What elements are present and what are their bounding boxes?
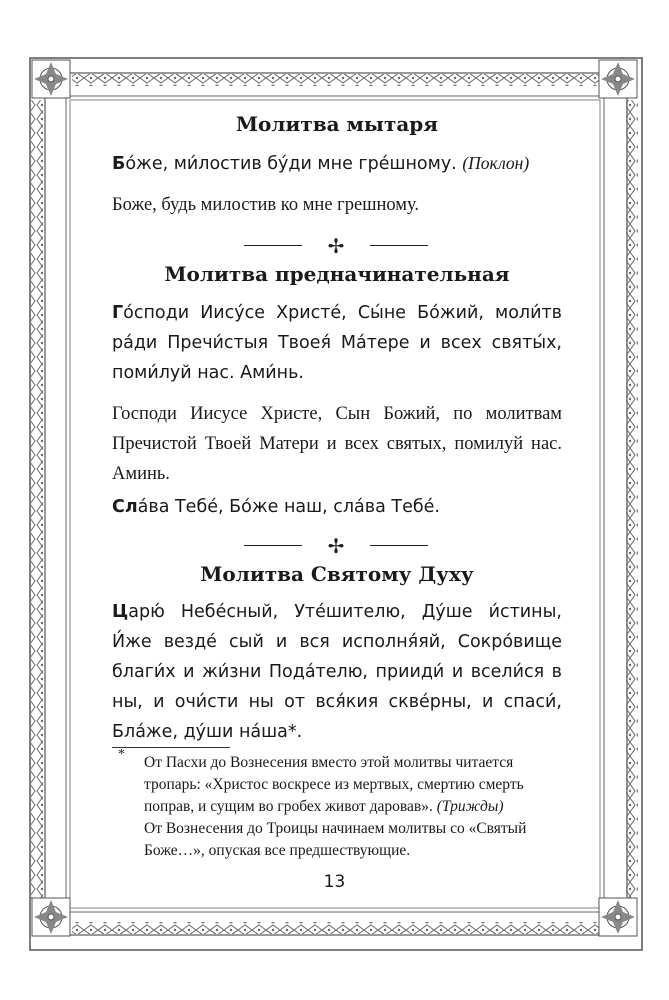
corner-ornament-bottom-right (599, 898, 637, 936)
initial-letter: Б (112, 154, 126, 174)
corner-ornament-top-right (599, 60, 637, 98)
page-number: 13 (323, 872, 346, 892)
section-title-publican: Молитва мытаря (235, 112, 439, 136)
footnote-text: От Пасхи до Вознесения вместо этой молитвы читается тропарь: «Христос воскресе из мертвых, смертию смерть поправ, и сущим во гробех живот даровав». (144, 754, 524, 815)
footnote-mark: * (118, 747, 125, 762)
divider-line (244, 545, 302, 546)
initial-letter: Ц (112, 602, 129, 622)
prayer-text: о́споди Иису́се Христе́, Сы́не Бо́жий, моли́тв ра́ди Пречи́стыя Твоея́ Ма́тере и всех святы́х, поми́луй нас. Ами́нь. (112, 303, 562, 383)
rubric-note: (Трижды) (436, 798, 504, 815)
initial-letter: Сл (112, 497, 138, 517)
section-title-holy-spirit: Молитва Святому Духу (200, 562, 474, 586)
corner-ornament-top-left (32, 60, 70, 98)
initial-letter: Г (112, 303, 124, 323)
rubric-note: (Поклон) (462, 153, 530, 173)
divider-line (370, 545, 428, 546)
prayer-text: а́ва Тебе́, Бо́же наш, сла́ва Тебе́. (137, 497, 440, 517)
divider-line (244, 245, 302, 246)
corner-ornament-bottom-left (32, 898, 70, 936)
divider-line (370, 245, 428, 246)
prayer-text: о́же, ми́лостив бу́ди мне гре́шному. (125, 154, 457, 174)
cross-icon: ✢ (327, 234, 345, 258)
modern-russian-text: Господи Иисусе Христе, Сын Божий, по молитвам Пречистой Твоей Матери и всех святых, помилуй нас. Аминь. (112, 404, 562, 484)
page-content (112, 104, 562, 747)
section-divider (112, 234, 562, 258)
modern-russian-text: Боже, будь милостив ко мне грешному. (112, 195, 419, 215)
church-slavonic-text (112, 298, 562, 388)
church-slavonic-text (112, 148, 562, 179)
cross-icon: ✢ (327, 534, 345, 558)
footnote (112, 746, 562, 862)
section-divider (112, 534, 562, 558)
church-slavonic-text (112, 492, 562, 522)
prayer-text: арю́ Небе́сный, Уте́шителю, Ду́ше и́стины, И́же везде́ сый и вся исполня́яй, Сокро́вище благи́х и жи́зни Пода́телю, прииди́ и всели́ся в ны, и очи́сти ны от вся́кия скве́рны, и спаси́, Бла́же, ду́ши на́ша*. (112, 602, 562, 742)
church-slavonic-text (112, 597, 562, 747)
section-title-opening-prayer: Молитва предначинательная (164, 262, 510, 286)
footnote-text: От Вознесения до Троицы начинаем молитвы со «Святый Боже…», опуская все предшествующие. (144, 820, 527, 859)
